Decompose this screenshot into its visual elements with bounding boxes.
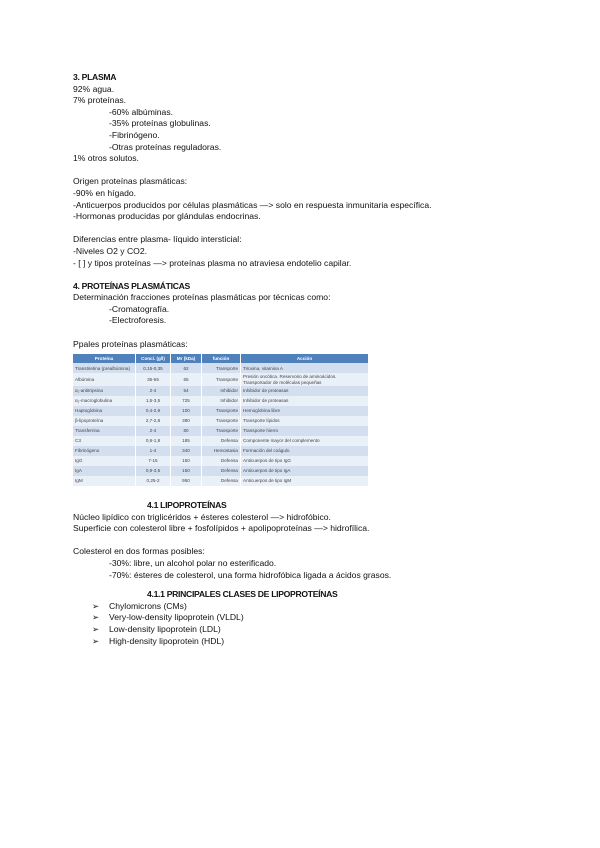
table-header: Proteína [73,354,136,363]
plasma-proteins: 7% proteínas. [73,95,127,106]
table-cell: 35-55 [136,373,171,386]
table-cell: 54 [171,386,202,396]
table-header-row [73,354,369,363]
list-item-text: Low-density lipoprotein (LDL) [109,624,221,634]
table-cell: Transporte lípidos [241,416,369,426]
table-cell: 2,7-2,8 [136,416,171,426]
protein-item: -Fibrinógeno. [109,129,160,140]
table-cell: Inhibidor de proteasas [241,396,369,406]
list-item [73,601,553,613]
table-row [73,436,369,446]
table-cell: Formación del coágulo [241,446,369,456]
table-cell: Hemoglobina libre [241,406,369,416]
table-row [73,456,369,466]
diff-item: -Niveles O2 y CO2. [73,245,148,256]
plasma-solutes: 1% otros solutos. [73,153,139,164]
table-header: Mr (kDa) [171,354,202,363]
diff-item: - [ ] y tipos proteínas —> proteínas plasma no atraviesa endotelio capilar. [73,257,352,268]
section-title-proteins: 4. PROTEÍNAS PLASMÁTICAS [73,280,190,291]
main-proteins-title: Ppales proteínas plasmáticas: [73,338,188,349]
table-row [73,446,369,456]
table-cell: 65 [171,373,202,386]
table-cell: 2-4 [136,426,171,436]
arrow-bullet-icon: ➢ [92,612,100,623]
table-cell: Fibrinógeno [73,446,136,456]
origin-item: -Hormonas producidas por glándulas endocrinas. [73,211,261,222]
diff-title: Diferencias entre plasma- líquido intersticial: [73,234,242,245]
table-row [73,396,369,406]
table-cell: 7-15 [136,456,171,466]
list-item-text: High-density lipoprotein (HDL) [109,635,225,646]
arrow-bullet-icon: ➢ [92,624,100,634]
table-row [73,386,369,396]
technique-item: -Cromatografía. [109,303,170,314]
table-cell: Transporte hierro [241,426,369,436]
table-row [73,373,369,386]
table-cell: Anticuerpos de tipo IgA [241,466,369,476]
table-cell: Albúmina [73,373,136,386]
protein-item: -60% albúminas. [109,106,174,117]
table-cell: Defensa [202,476,241,486]
table-row [73,416,369,426]
document-page [73,72,553,647]
table-cell: 1,5-3,5 [136,396,171,406]
table-row [73,363,369,373]
section-title-lipo-classes: 4.1.1 PRINCIPALES CLASES DE LIPOPROTEÍNAS [147,589,338,600]
proteins-intro: Determinación fracciones proteínas plasmáticas por técnicas como: [73,292,331,303]
origin-item: -90% en hígado. [73,187,137,198]
table-cell: 2-4 [136,386,171,396]
table-row [73,466,369,476]
table-cell: β-lipoproteína [73,416,136,426]
table-cell: Transporte [202,373,241,386]
arrow-bullet-icon: ➢ [92,635,100,646]
table-cell: 0,9-3,5 [136,466,171,476]
table-cell: 185 [171,436,202,446]
arrow-bullet-icon: ➢ [92,600,100,611]
table-cell: Defensa [202,466,241,476]
table-cell: 1-4 [136,446,171,456]
cholesterol-item: -30%: libre, un alcohol polar no esterificado. [109,558,277,569]
cholesterol-title: Colesterol en dos formas posibles: [73,546,205,557]
table-cell: 100 [171,406,202,416]
plasma-water: 92% agua. [73,83,115,94]
list-item [73,636,553,648]
table-row [73,426,369,436]
table-cell: Defensa [202,436,241,446]
table-cell: 0,4-2,9 [136,406,171,416]
lipo-surface: Superficie con colesterol libre + fosfolípidos + apolipoproteínas —> hidrofílica. [73,523,370,534]
table-cell: 0,25-2 [136,476,171,486]
table-cell: 150 [171,456,202,466]
table-cell: 725 [171,396,202,406]
protein-item: -35% proteínas globulinas. [109,118,211,129]
table-cell: 380 [171,416,202,426]
table-cell: Hemostasia [202,446,241,456]
table-cell: 80 [171,426,202,436]
table-cell: Transporte [202,406,241,416]
table-cell: 340 [171,446,202,456]
table-row [73,406,369,416]
table-cell: 0,15-0,35 [136,363,171,373]
list-item [73,612,553,624]
list-item [73,624,553,636]
table-cell: 62 [171,363,202,373]
origin-title: Origen proteínas plasmáticas: [73,176,188,187]
table-cell: Transporte [202,416,241,426]
table-cell: Inhibidor de proteasas [241,386,369,396]
table-row [73,476,369,486]
table-cell: α₁-antitripsina [73,386,136,396]
technique-item: -Electroforesis. [109,315,167,326]
protein-item: -Otras proteínas reguladoras. [109,141,222,152]
table-header: Acción [241,354,369,363]
plasma-proteins-table [73,354,369,486]
table-header: Concl. (g/l) [136,354,171,363]
table-cell: Componente mayor del complemento [241,436,369,446]
table-cell: Transferrina [73,426,136,436]
table-cell: 0,6-1,8 [136,436,171,446]
table-cell: Tiroxina, vitamina A [241,363,369,373]
list-item-text: Chylomicrons (CMs) [109,600,187,611]
section-title-lipoproteins: 4.1 LIPOPROTEÍNAS [147,500,227,511]
table-cell: Defensa [202,456,241,466]
table-cell: Transporte [202,426,241,436]
table-cell: α₂-macroglobulina [73,396,136,406]
section-title-plasma: 3. PLASMA [73,72,117,82]
table-cell: Inhibidor [202,396,241,406]
table-cell: Haptoglobina [73,406,136,416]
table-cell: Presión oncótica. Reservorio de aminoácidos. Transportador de moléculas pequeñas [241,373,369,386]
table-cell: 150 [171,466,202,476]
table-cell: Inhibidor [202,386,241,396]
list-item-text: Very-low-density lipoprotein (VLDL) [109,612,244,623]
cholesterol-item: -70%: ésteres de colesterol, una forma hidrofóbica ligada a ácidos grasos. [109,569,392,580]
table-cell: IgA [73,466,136,476]
table-header: función [202,354,241,363]
lipo-core: Núcleo lipídico con triglicéridos + ésteres colesterol —> hidrofóbico. [73,511,331,522]
table-cell: Transporte [202,363,241,373]
origin-item: -Anticuerpos producidos por células plasmáticas —> solo en respuesta inmunitaria específica. [73,199,432,210]
table-cell: IgG [73,456,136,466]
table-cell: IgM [73,476,136,486]
table-cell: Anticuerpos de tipo IgM [241,476,369,486]
table-cell: C3 [73,436,136,446]
table-cell: Transtiretina (prealbúmina) [73,363,136,373]
table-cell: Anticuerpos de tipo IgG [241,456,369,466]
table-cell: 950 [171,476,202,486]
